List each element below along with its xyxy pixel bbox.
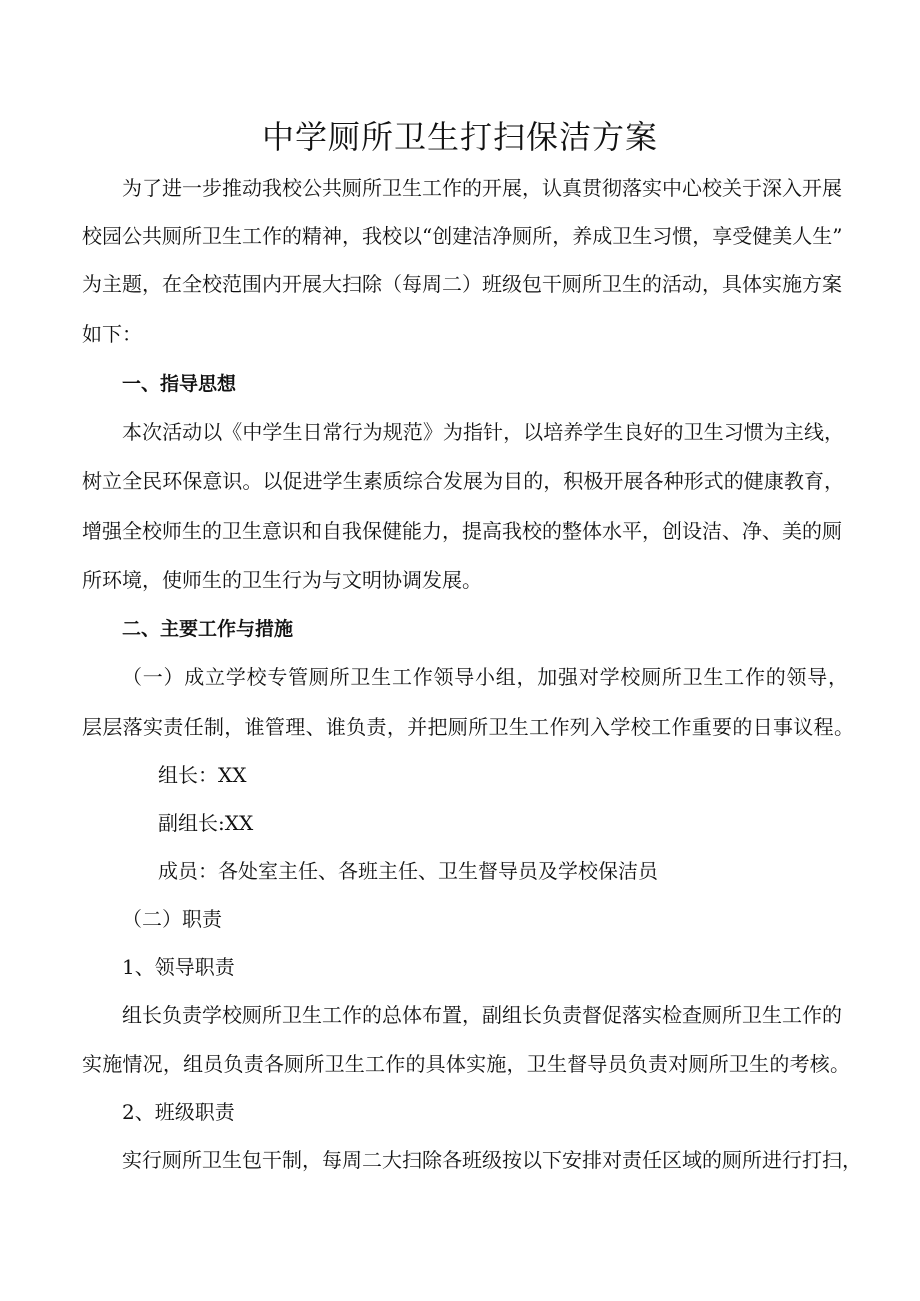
section1-line-1: 本次活动以《中学生日常行为规范》为指针，以培养学生良好的卫生习惯为主线， — [122, 420, 844, 444]
duty1-line-1: 组长负责学校厕所卫生工作的总体布置，副组长负责督促落实检查厕所卫生工作的 — [122, 1003, 842, 1027]
duty2-line-1: 实行厕所卫生包干制，每周二大扫除各班级按以下安排对责任区域的厕所进行打扫， — [122, 1148, 862, 1172]
duty1-line-2: 实施情况，组员负责各厕所卫生工作的具体实施，卫生督导员负责对厕所卫生的考核。 — [82, 1052, 850, 1076]
section-heading-guiding-ideology: 一、指导思想 — [122, 373, 237, 395]
intro-line-2: 校园公共厕所卫生工作的精神，我校以“创建洁净厕所，养成卫生习惯，享受健美人生” — [82, 224, 843, 248]
section1-line-3: 增强全校师生的卫生意识和自我保健能力，提高我校的整体水平，创设洁、净、美的厕 — [82, 519, 842, 543]
section1-line-4: 所环境，使师生的卫生行为与文明协调发展。 — [82, 568, 482, 592]
item1-line-1: （一）成立学校专管厕所卫生工作领导小组，加强对学校厕所卫生工作的领导， — [122, 665, 848, 689]
item1-line-2: 层层落实责任制，谁管理、谁负责，并把厕所卫生工作列入学校工作重要的日事议程。 — [82, 715, 854, 739]
section-heading-main-work: 二、主要工作与措施 — [122, 618, 294, 640]
intro-line-1: 为了进一步推动我校公共厕所卫生工作的开展，认真贯彻落实中心校关于深入开展 — [122, 176, 842, 200]
duty2-heading: 2、班级职责 — [122, 1100, 235, 1124]
item2-heading: （二）职责 — [122, 907, 222, 931]
leader-line: 组长：XX — [158, 763, 247, 787]
members-line: 成员：各处室主任、各班主任、卫生督导员及学校保洁员 — [158, 859, 658, 883]
duty1-heading: 1、领导职责 — [122, 955, 235, 979]
intro-line-3: 为主题，在全校范围内开展大扫除（每周二）班级包干厕所卫生的活动，具体实施方案 — [82, 272, 842, 296]
intro-line-4: 如下： — [82, 322, 142, 346]
document-title: 中学厕所卫生打扫保洁方案 — [261, 118, 658, 156]
section1-line-2: 树立全民环保意识。以促进学生素质综合发展为目的，积极开展各种形式的健康教育， — [82, 469, 844, 493]
vice-leader-line: 副组长:XX — [158, 811, 254, 835]
